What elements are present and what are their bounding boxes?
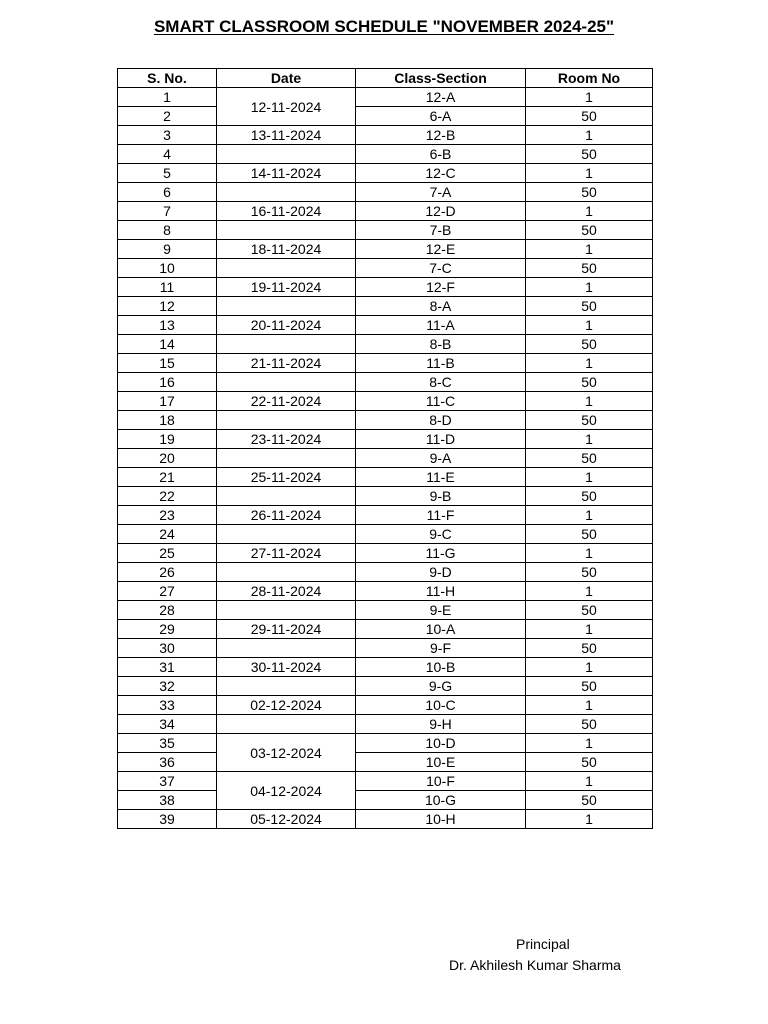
cell-sno: 27 — [118, 582, 217, 601]
table-row — [118, 373, 653, 392]
cell-class-section: 12-A — [356, 88, 526, 107]
cell-sno: 24 — [118, 525, 217, 544]
cell-date — [217, 183, 356, 202]
cell-room-no: 1 — [526, 734, 653, 753]
cell-date: 26-11-2024 — [217, 506, 356, 525]
cell-sno: 9 — [118, 240, 217, 259]
cell-class-section: 8-C — [356, 373, 526, 392]
cell-date: 19-11-2024 — [217, 278, 356, 297]
cell-date — [217, 601, 356, 620]
table-row — [118, 791, 653, 810]
cell-class-section: 8-B — [356, 335, 526, 354]
cell-class-section: 8-A — [356, 297, 526, 316]
cell-room-no: 50 — [526, 715, 653, 734]
table-row — [118, 582, 653, 601]
cell-class-section: 11-F — [356, 506, 526, 525]
cell-sno: 19 — [118, 430, 217, 449]
page-title-text: SMART CLASSROOM SCHEDULE "NOVEMBER 2024-25" — [153, 17, 615, 36]
cell-room-no: 1 — [526, 88, 653, 107]
cell-class-section: 9-H — [356, 715, 526, 734]
table-row — [118, 753, 653, 772]
cell-room-no: 50 — [526, 753, 653, 772]
cell-class-section: 11-G — [356, 544, 526, 563]
table-row — [118, 297, 653, 316]
cell-room-no: 1 — [526, 468, 653, 487]
table-row — [118, 354, 653, 373]
cell-date: 04-12-2024 — [217, 772, 356, 810]
table-row — [118, 107, 653, 126]
cell-date — [217, 145, 356, 164]
cell-date: 02-12-2024 — [217, 696, 356, 715]
cell-room-no: 50 — [526, 145, 653, 164]
cell-date — [217, 221, 356, 240]
cell-room-no: 1 — [526, 164, 653, 183]
cell-sno: 22 — [118, 487, 217, 506]
table-row — [118, 468, 653, 487]
cell-date — [217, 525, 356, 544]
cell-room-no: 50 — [526, 259, 653, 278]
cell-date — [217, 335, 356, 354]
cell-sno: 15 — [118, 354, 217, 373]
table-row — [118, 658, 653, 677]
cell-date: 20-11-2024 — [217, 316, 356, 335]
table-row — [118, 677, 653, 696]
cell-room-no: 1 — [526, 696, 653, 715]
cell-room-no: 50 — [526, 183, 653, 202]
cell-sno: 2 — [118, 107, 217, 126]
table-row — [118, 696, 653, 715]
table-row — [118, 525, 653, 544]
table-row — [118, 88, 653, 107]
cell-class-section: 12-C — [356, 164, 526, 183]
cell-sno: 33 — [118, 696, 217, 715]
cell-class-section: 9-B — [356, 487, 526, 506]
cell-class-section: 9-C — [356, 525, 526, 544]
cell-sno: 12 — [118, 297, 217, 316]
cell-class-section: 10-A — [356, 620, 526, 639]
cell-class-section: 9-D — [356, 563, 526, 582]
signatory-role: Principal — [516, 936, 570, 952]
cell-sno: 10 — [118, 259, 217, 278]
signature-block — [440, 934, 650, 976]
cell-class-section: 10-G — [356, 791, 526, 810]
table-row — [118, 221, 653, 240]
cell-room-no: 50 — [526, 335, 653, 354]
cell-date: 05-12-2024 — [217, 810, 356, 829]
cell-room-no: 50 — [526, 487, 653, 506]
cell-class-section: 11-C — [356, 392, 526, 411]
cell-room-no: 1 — [526, 278, 653, 297]
table-row — [118, 563, 653, 582]
table-row — [118, 278, 653, 297]
cell-class-section: 6-A — [356, 107, 526, 126]
cell-sno: 16 — [118, 373, 217, 392]
table-row — [118, 259, 653, 278]
cell-date: 30-11-2024 — [217, 658, 356, 677]
cell-class-section: 12-B — [356, 126, 526, 145]
cell-room-no: 1 — [526, 658, 653, 677]
cell-class-section: 10-F — [356, 772, 526, 791]
cell-date — [217, 259, 356, 278]
cell-date: 29-11-2024 — [217, 620, 356, 639]
cell-sno: 3 — [118, 126, 217, 145]
cell-room-no: 50 — [526, 297, 653, 316]
cell-room-no: 50 — [526, 221, 653, 240]
cell-sno: 4 — [118, 145, 217, 164]
cell-class-section: 11-A — [356, 316, 526, 335]
table-row — [118, 202, 653, 221]
table-row — [118, 392, 653, 411]
cell-room-no: 1 — [526, 430, 653, 449]
cell-class-section: 12-E — [356, 240, 526, 259]
cell-sno: 7 — [118, 202, 217, 221]
schedule-table — [117, 68, 653, 829]
cell-class-section: 10-C — [356, 696, 526, 715]
header-class-section: Class-Section — [356, 69, 526, 88]
cell-date: 27-11-2024 — [217, 544, 356, 563]
table-row — [118, 620, 653, 639]
cell-date: 28-11-2024 — [217, 582, 356, 601]
cell-room-no: 1 — [526, 126, 653, 145]
cell-room-no: 1 — [526, 620, 653, 639]
cell-date: 03-12-2024 — [217, 734, 356, 772]
cell-class-section: 10-E — [356, 753, 526, 772]
cell-room-no: 50 — [526, 449, 653, 468]
cell-room-no: 50 — [526, 639, 653, 658]
table-row — [118, 145, 653, 164]
cell-class-section: 12-D — [356, 202, 526, 221]
table-row — [118, 183, 653, 202]
cell-room-no: 50 — [526, 107, 653, 126]
cell-sno: 39 — [118, 810, 217, 829]
cell-room-no: 1 — [526, 810, 653, 829]
header-sno: S. No. — [118, 69, 217, 88]
cell-class-section: 8-D — [356, 411, 526, 430]
cell-room-no: 50 — [526, 411, 653, 430]
cell-date: 23-11-2024 — [217, 430, 356, 449]
cell-sno: 31 — [118, 658, 217, 677]
table-header-row — [118, 69, 653, 88]
cell-sno: 29 — [118, 620, 217, 639]
cell-room-no: 50 — [526, 601, 653, 620]
cell-room-no: 1 — [526, 316, 653, 335]
cell-sno: 21 — [118, 468, 217, 487]
cell-date — [217, 639, 356, 658]
cell-room-no: 50 — [526, 791, 653, 810]
page-title — [0, 17, 768, 37]
cell-sno: 17 — [118, 392, 217, 411]
cell-room-no: 1 — [526, 506, 653, 525]
cell-class-section: 12-F — [356, 278, 526, 297]
cell-class-section: 10-D — [356, 734, 526, 753]
cell-sno: 35 — [118, 734, 217, 753]
cell-room-no: 1 — [526, 240, 653, 259]
table-row — [118, 449, 653, 468]
cell-class-section: 7-B — [356, 221, 526, 240]
cell-sno: 1 — [118, 88, 217, 107]
cell-sno: 34 — [118, 715, 217, 734]
cell-date: 16-11-2024 — [217, 202, 356, 221]
cell-sno: 11 — [118, 278, 217, 297]
table-row — [118, 810, 653, 829]
cell-class-section: 9-A — [356, 449, 526, 468]
cell-date — [217, 563, 356, 582]
header-date: Date — [217, 69, 356, 88]
cell-sno: 36 — [118, 753, 217, 772]
table-row — [118, 506, 653, 525]
cell-room-no: 1 — [526, 582, 653, 601]
cell-sno: 38 — [118, 791, 217, 810]
cell-sno: 37 — [118, 772, 217, 791]
cell-date: 25-11-2024 — [217, 468, 356, 487]
cell-room-no: 50 — [526, 373, 653, 392]
cell-sno: 26 — [118, 563, 217, 582]
cell-sno: 18 — [118, 411, 217, 430]
cell-class-section: 7-A — [356, 183, 526, 202]
cell-sno: 13 — [118, 316, 217, 335]
table-row — [118, 430, 653, 449]
cell-room-no: 1 — [526, 354, 653, 373]
cell-date — [217, 449, 356, 468]
cell-date — [217, 715, 356, 734]
table-row — [118, 715, 653, 734]
cell-date: 21-11-2024 — [217, 354, 356, 373]
cell-room-no: 50 — [526, 525, 653, 544]
cell-sno: 30 — [118, 639, 217, 658]
cell-sno: 6 — [118, 183, 217, 202]
cell-class-section: 9-E — [356, 601, 526, 620]
table-row — [118, 335, 653, 354]
signatory-name: Dr. Akhilesh Kumar Sharma — [449, 957, 621, 973]
header-room-no: Room No — [526, 69, 653, 88]
cell-sno: 32 — [118, 677, 217, 696]
cell-date — [217, 373, 356, 392]
cell-date — [217, 297, 356, 316]
cell-sno: 23 — [118, 506, 217, 525]
cell-room-no: 1 — [526, 202, 653, 221]
table-row — [118, 411, 653, 430]
cell-sno: 25 — [118, 544, 217, 563]
table-row — [118, 601, 653, 620]
cell-class-section: 9-G — [356, 677, 526, 696]
table-row — [118, 164, 653, 183]
cell-sno: 28 — [118, 601, 217, 620]
cell-class-section: 10-H — [356, 810, 526, 829]
cell-class-section: 11-D — [356, 430, 526, 449]
cell-date: 18-11-2024 — [217, 240, 356, 259]
cell-class-section: 6-B — [356, 145, 526, 164]
cell-class-section: 7-C — [356, 259, 526, 278]
cell-date — [217, 411, 356, 430]
schedule-table-body — [118, 88, 653, 829]
cell-sno: 14 — [118, 335, 217, 354]
table-row — [118, 772, 653, 791]
table-row — [118, 240, 653, 259]
cell-room-no: 1 — [526, 772, 653, 791]
cell-class-section: 11-E — [356, 468, 526, 487]
cell-date: 12-11-2024 — [217, 88, 356, 126]
cell-date — [217, 677, 356, 696]
cell-room-no: 50 — [526, 677, 653, 696]
cell-class-section: 9-F — [356, 639, 526, 658]
cell-sno: 5 — [118, 164, 217, 183]
cell-class-section: 10-B — [356, 658, 526, 677]
cell-date: 14-11-2024 — [217, 164, 356, 183]
cell-class-section: 11-H — [356, 582, 526, 601]
table-row — [118, 734, 653, 753]
table-row — [118, 487, 653, 506]
table-row — [118, 544, 653, 563]
cell-room-no: 50 — [526, 563, 653, 582]
cell-room-no: 1 — [526, 544, 653, 563]
cell-date: 13-11-2024 — [217, 126, 356, 145]
cell-sno: 8 — [118, 221, 217, 240]
table-row — [118, 126, 653, 145]
cell-class-section: 11-B — [356, 354, 526, 373]
cell-room-no: 1 — [526, 392, 653, 411]
cell-date: 22-11-2024 — [217, 392, 356, 411]
cell-date — [217, 487, 356, 506]
table-row — [118, 639, 653, 658]
cell-sno: 20 — [118, 449, 217, 468]
table-row — [118, 316, 653, 335]
